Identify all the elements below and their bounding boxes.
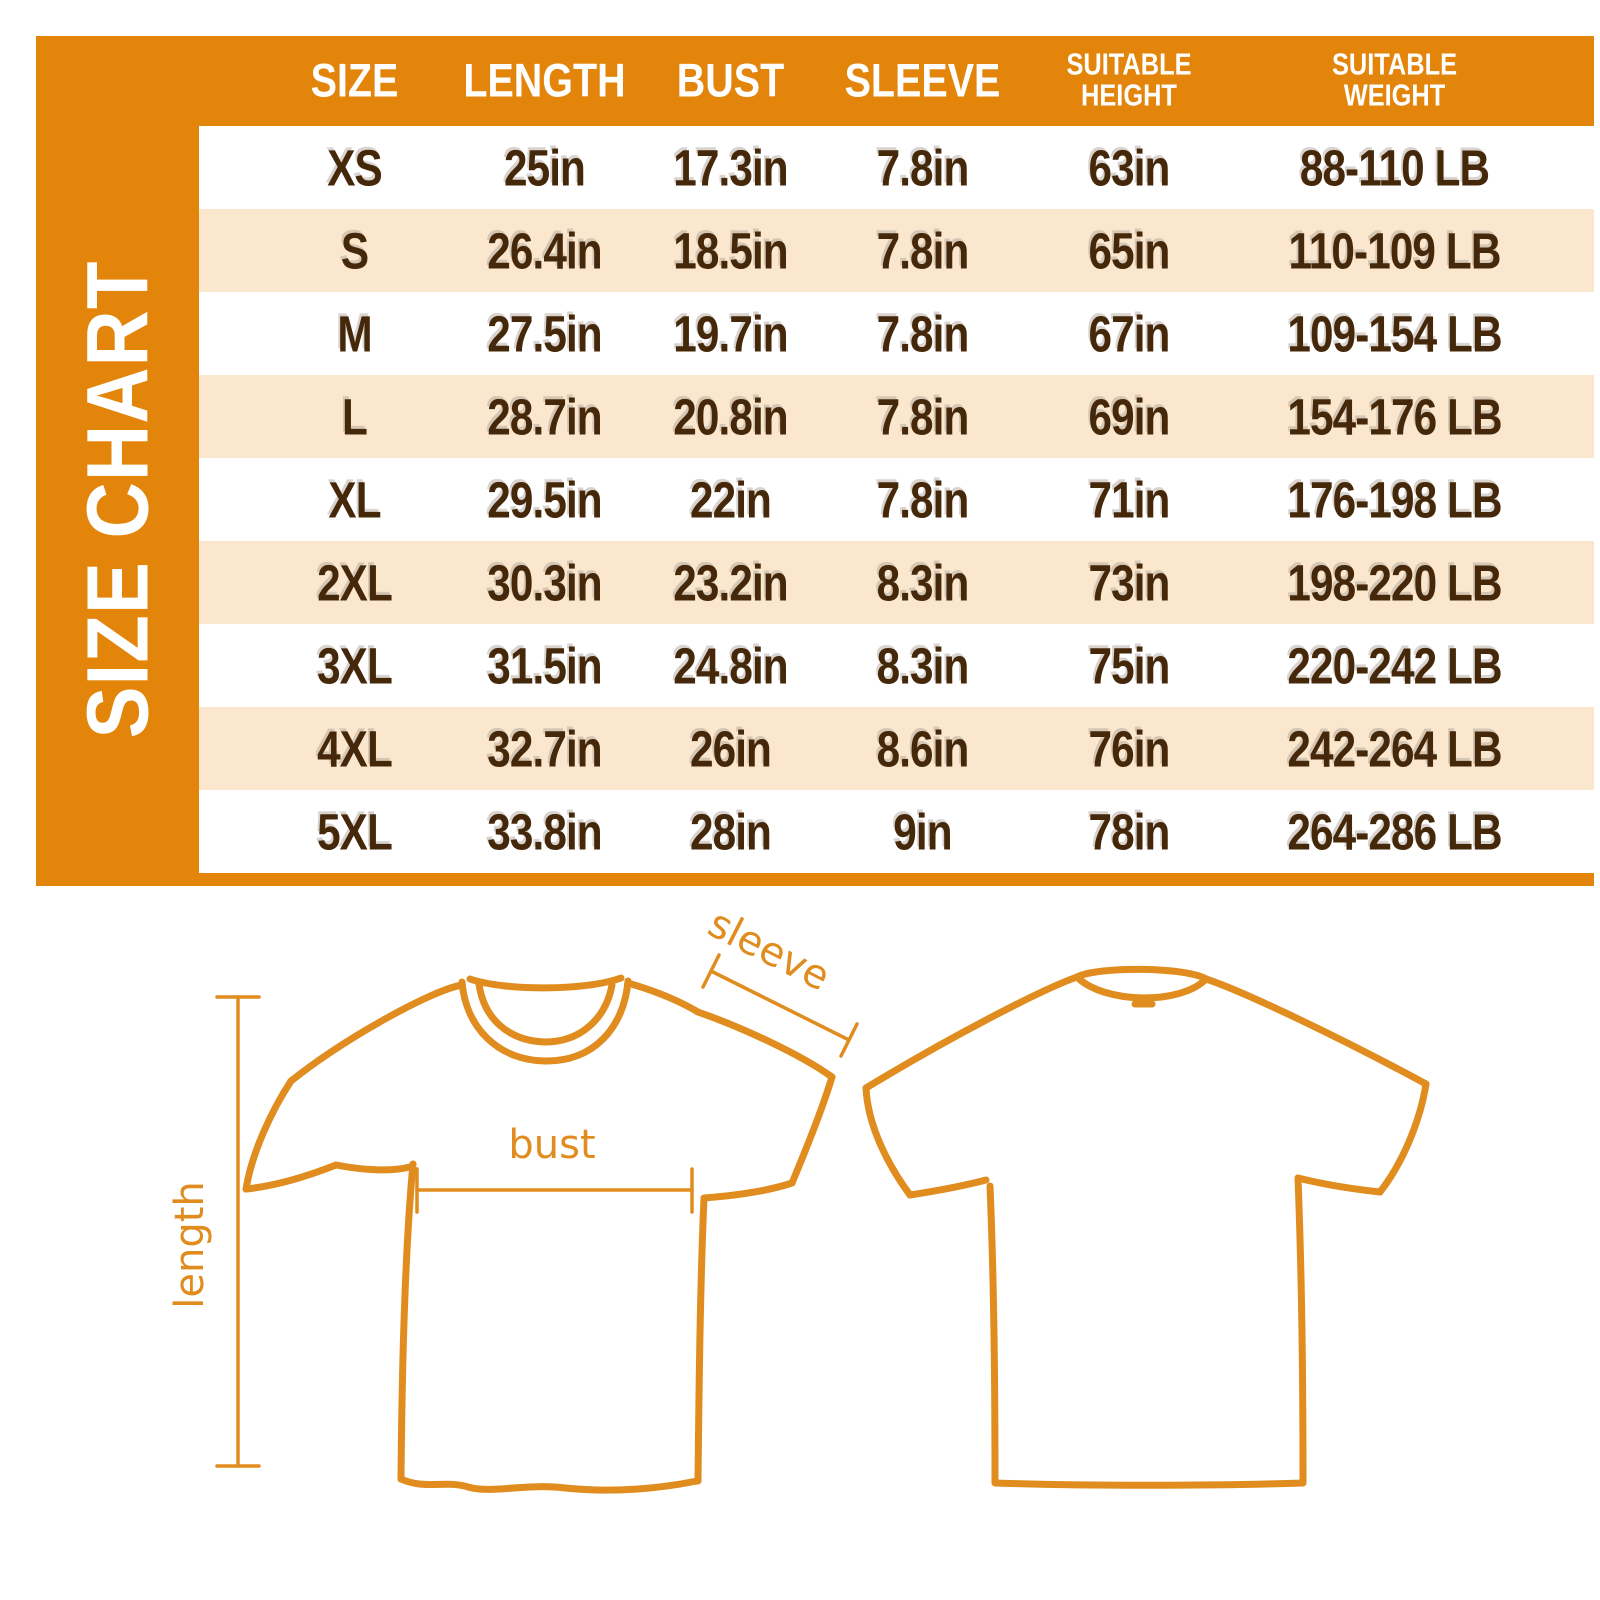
column-header-length [456, 53, 634, 107]
table-cell-sleeve: 7.8in [876, 221, 969, 280]
table-row [199, 707, 1594, 790]
table-cell-height: 65in [1088, 221, 1170, 280]
table-cell-bust: 19.7in [673, 304, 788, 363]
table-row [199, 624, 1594, 707]
table-cell-height: 69in [1088, 387, 1170, 446]
table-cell-height: 63in [1088, 138, 1170, 197]
table-cell-size: XL [328, 470, 381, 529]
column-header-size [265, 53, 445, 107]
table-cell-size: 4XL [317, 719, 392, 778]
column-header-label: SLEEVE [844, 53, 1001, 107]
table-cell-sleeve: 8.3in [876, 636, 969, 695]
table-cell-sleeve: 7.8in [876, 387, 969, 446]
length-label: length [167, 1181, 213, 1309]
table-cell-sleeve: 8.3in [876, 553, 969, 612]
table-cell-sleeve: 7.8in [876, 304, 969, 363]
table-cell-height: 67in [1088, 304, 1170, 363]
table-cell-height: 73in [1088, 553, 1170, 612]
column-header-label: BUST [676, 53, 785, 107]
column-header-bust [644, 53, 816, 107]
table-cell-height: 78in [1088, 802, 1170, 861]
table-cell-sleeve: 7.8in [876, 138, 969, 197]
column-header-label: SUITABLE [1331, 47, 1458, 82]
table-cell-length: 26.4in [487, 221, 602, 280]
length-measure-line [217, 997, 259, 1466]
size-chart-card [36, 36, 1594, 886]
table-cell-bust: 26in [689, 719, 771, 778]
table-cell-weight: 198-220 LB [1287, 553, 1502, 612]
table-cell-size: XS [327, 138, 382, 197]
column-header-sublabel: WEIGHT [1343, 78, 1446, 113]
tshirt-measurement-diagram [0, 900, 1600, 1600]
front-tshirt-outline [246, 978, 832, 1490]
back-tshirt-outline [866, 969, 1426, 1485]
table-cell-length: 28.7in [487, 387, 602, 446]
column-header-label: SUITABLE [1066, 47, 1192, 82]
table-cell-weight: 154-176 LB [1287, 387, 1502, 446]
table-cell-size: 3XL [317, 636, 392, 695]
table-cell-bust: 22in [689, 470, 771, 529]
table-cell-size: L [342, 387, 367, 446]
column-header-sublabel: HEIGHT [1081, 78, 1177, 113]
table-cell-weight: 242-264 LB [1287, 719, 1502, 778]
table-cell-sleeve: 9in [893, 802, 952, 861]
table-cell-bust: 24.8in [673, 636, 788, 695]
column-header-sleeve [828, 53, 1017, 107]
table-cell-height: 71in [1088, 470, 1170, 529]
table-cell-length: 31.5in [487, 636, 602, 695]
table-cell-weight: 220-242 LB [1287, 636, 1502, 695]
table-cell-size: 5XL [317, 802, 392, 861]
table-cell-size: M [337, 304, 372, 363]
table-cell-bust: 23.2in [673, 553, 788, 612]
column-header-label: LENGTH [463, 53, 626, 107]
table-cell-size: S [340, 221, 369, 280]
table-cell-bust: 18.5in [673, 221, 788, 280]
sleeve-label: sleeve [700, 900, 838, 1001]
table-row [199, 292, 1594, 375]
table-cell-weight: 264-286 LB [1287, 802, 1502, 861]
table-cell-bust: 17.3in [673, 138, 788, 197]
table-cell-length: 32.7in [487, 719, 602, 778]
column-header-suitable-height [1029, 47, 1228, 113]
table-row [199, 541, 1594, 624]
table-body [199, 126, 1594, 873]
table-cell-size: 2XL [317, 553, 392, 612]
table-cell-weight: 88-110 LB [1299, 138, 1490, 197]
table-cell-height: 76in [1088, 719, 1170, 778]
table-row [199, 126, 1594, 209]
table-cell-length: 30.3in [487, 553, 602, 612]
table-cell-length: 25in [503, 138, 585, 197]
column-header-suitable-weight [1245, 47, 1545, 113]
chart-title-sidebar [36, 126, 199, 873]
table-cell-sleeve: 8.6in [876, 719, 969, 778]
bust-measure-line [417, 1169, 692, 1212]
table-cell-sleeve: 7.8in [876, 470, 969, 529]
table-row [199, 209, 1594, 292]
table-cell-weight: 176-198 LB [1287, 470, 1502, 529]
bust-label: bust [508, 1122, 596, 1168]
column-header-label: SIZE [310, 53, 399, 107]
table-cell-bust: 20.8in [673, 387, 788, 446]
table-cell-length: 33.8in [487, 802, 602, 861]
table-header-row [199, 36, 1594, 126]
table-row [199, 375, 1594, 458]
table-cell-weight: 109-154 LB [1287, 304, 1502, 363]
table-cell-length: 29.5in [487, 470, 602, 529]
table-cell-weight: 110-109 LB [1288, 221, 1501, 280]
table-cell-bust: 28in [689, 802, 771, 861]
table-row [199, 458, 1594, 541]
table-row [199, 790, 1594, 873]
table-cell-height: 75in [1088, 636, 1170, 695]
table-cell-length: 27.5in [487, 304, 602, 363]
chart-title: SIZE CHART [67, 260, 167, 739]
